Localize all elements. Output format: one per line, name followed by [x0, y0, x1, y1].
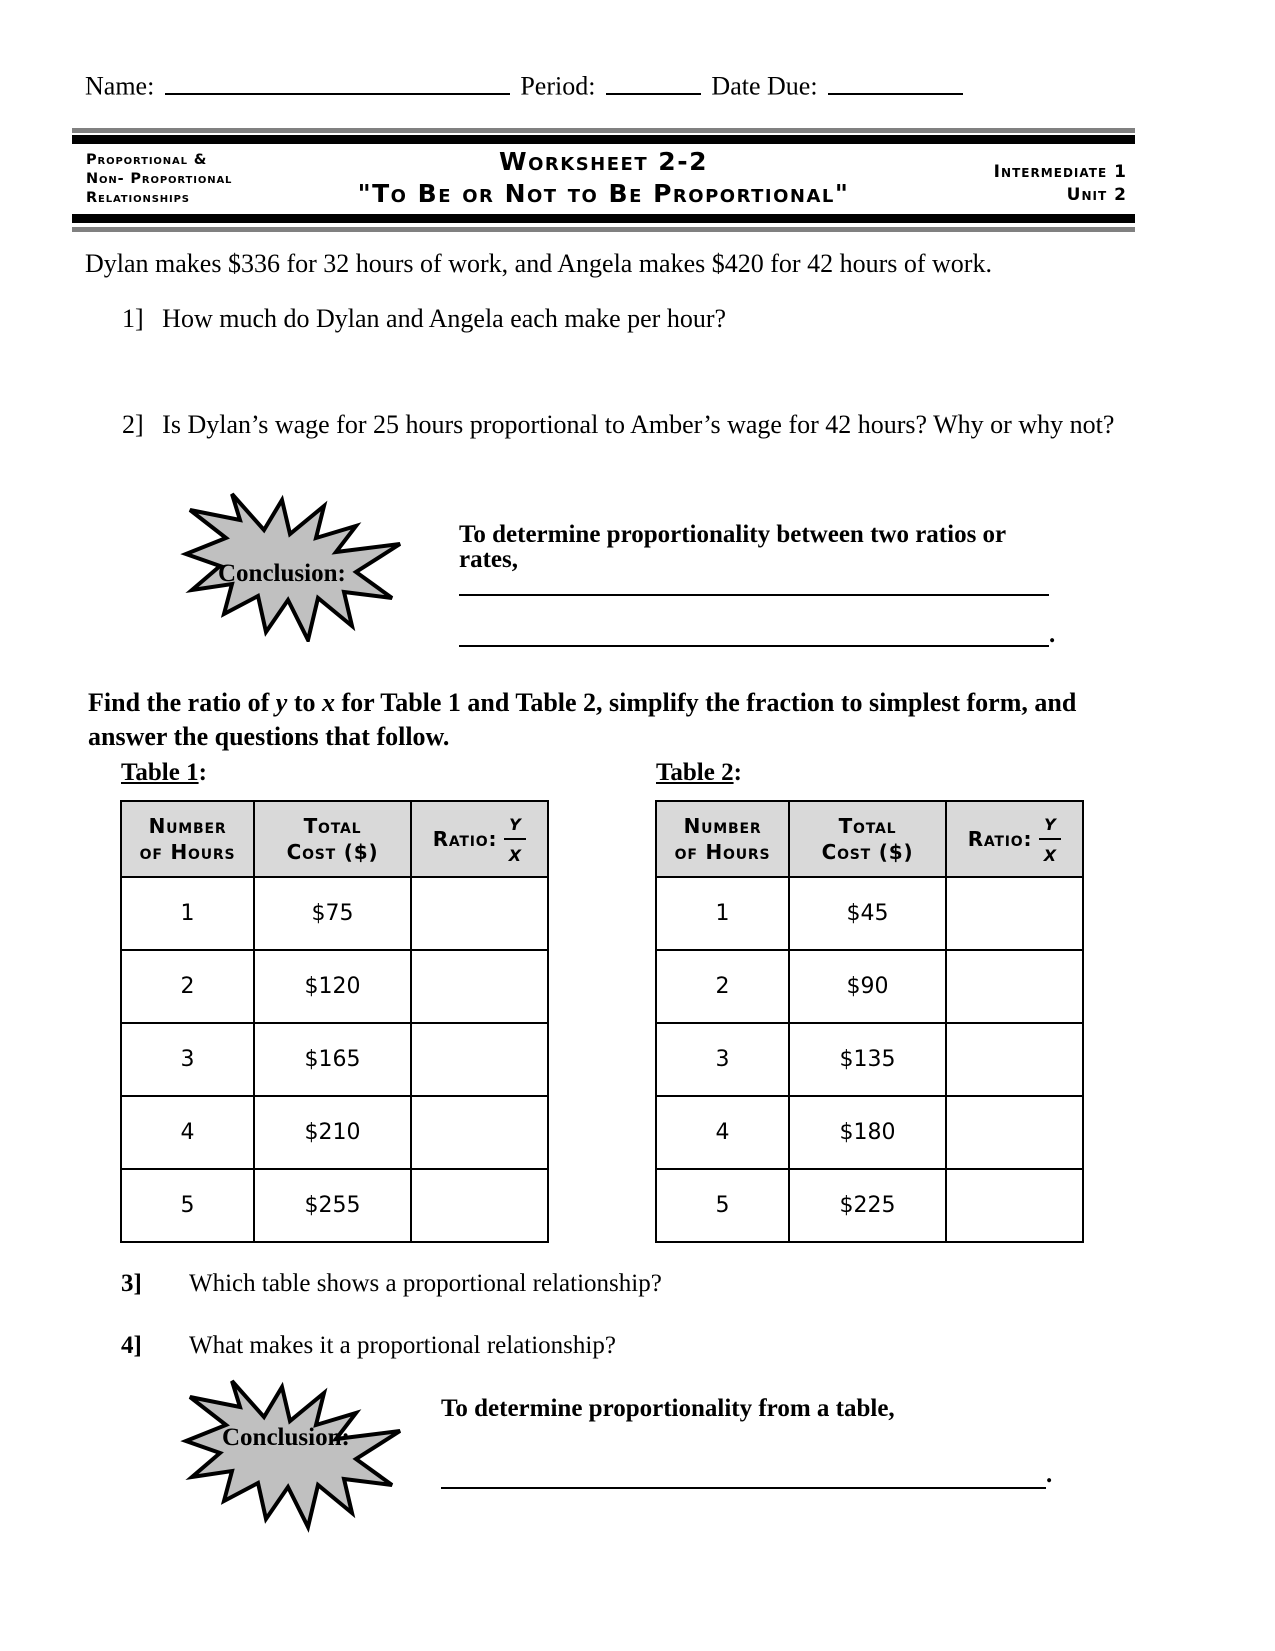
question-4 — [121, 1332, 616, 1360]
starburst-shape-icon — [178, 1374, 408, 1534]
table-1-r2-hours: 3 — [121, 1023, 254, 1096]
table-2-header-ratio-label: Ratio: — [967, 827, 1033, 851]
table-2-r0-ratio[interactable] — [946, 877, 1083, 950]
worksheet-banner — [72, 128, 1135, 232]
banner-top-thick-rule — [72, 135, 1135, 144]
table-1-r0-hours: 1 — [121, 877, 254, 950]
worksheet-number: Worksheet 2-2 — [499, 147, 708, 176]
name-label: Name: — [85, 71, 155, 101]
table-1-r2-ratio[interactable] — [411, 1023, 548, 1096]
table-2-r2-ratio[interactable] — [946, 1023, 1083, 1096]
period-input-line[interactable] — [606, 68, 701, 95]
table-2-header-ratio-denominator: x — [1043, 841, 1057, 867]
find-ratio-y: y — [275, 688, 288, 717]
question-2-number: 2] — [122, 410, 144, 439]
banner-bottom-thick-rule — [72, 214, 1135, 223]
banner-top-thin-rule — [72, 128, 1135, 133]
table-2-r0-cost: $45 — [789, 877, 946, 950]
name-input-line[interactable] — [165, 68, 510, 95]
banner-unit: Unit 2 — [1066, 185, 1127, 205]
table-2-caption — [656, 759, 742, 787]
table-1-caption-colon: : — [198, 759, 207, 786]
find-ratio-post: for Table 1 and Table 2, simplify the fraction to simplest form, and answer the questions that follow. — [88, 688, 1077, 751]
question-2 — [122, 409, 1114, 442]
table-1-caption-text: Table 1 — [121, 759, 199, 786]
table-1-header-cost — [254, 801, 411, 877]
conclusion-1-starburst — [178, 492, 408, 642]
table-1-r0-cost: $75 — [254, 877, 411, 950]
table-2-r1-ratio[interactable] — [946, 950, 1083, 1023]
table-2-r4-ratio[interactable] — [946, 1169, 1083, 1242]
table-row — [121, 950, 548, 1023]
worksheet-title: "To Be or Not to Be Proportional" — [357, 179, 850, 208]
banner-course-level: Intermediate 1 — [993, 162, 1127, 182]
table-1 — [120, 800, 549, 1243]
table-2-header-cost-line2: Cost ($) — [821, 840, 914, 864]
table-2-r2-cost: $135 — [789, 1023, 946, 1096]
table-1-r1-cost: $120 — [254, 950, 411, 1023]
table-2-header-ratio — [946, 801, 1083, 877]
banner-topic-line2: Non- Proportional — [86, 171, 233, 187]
table-2-header-cost-line1: Total — [838, 814, 897, 838]
table-2-header-cost — [789, 801, 946, 877]
table-1-header-hours-line2: of Hours — [139, 840, 236, 864]
banner-topic-line1: Proportional & — [86, 152, 208, 168]
table-row — [121, 877, 548, 950]
table-2 — [655, 800, 1084, 1243]
table-1-header-cost-line2: Cost ($) — [286, 840, 379, 864]
find-ratio-mid: to — [287, 688, 322, 717]
table-2-r1-hours: 2 — [656, 950, 789, 1023]
banner-bottom-thin-rule — [72, 227, 1135, 232]
table-2-header-hours-line1: Number — [683, 814, 762, 838]
table-row — [656, 950, 1083, 1023]
table-1-r3-cost: $210 — [254, 1096, 411, 1169]
conclusion-2-answer-line[interactable] — [441, 1487, 1046, 1489]
table-1-r1-ratio[interactable] — [411, 950, 548, 1023]
question-3 — [121, 1270, 662, 1298]
table-1-header-ratio-numerator: y — [509, 810, 522, 836]
table-1-header-ratio-fraction — [504, 812, 526, 866]
period-label: Period: — [520, 71, 596, 101]
table-1-r3-ratio[interactable] — [411, 1096, 548, 1169]
table-1-header-hours-line1: Number — [148, 814, 227, 838]
table-1-caption — [121, 759, 207, 787]
table-2-r3-cost: $180 — [789, 1096, 946, 1169]
banner-title-block — [72, 146, 1135, 210]
table-row — [121, 1023, 548, 1096]
question-1-text: How much do Dylan and Angela each make per hour? — [162, 304, 727, 333]
date-due-input-line[interactable] — [828, 68, 963, 95]
table-2-r2-hours: 3 — [656, 1023, 789, 1096]
find-ratio-instruction — [88, 686, 1118, 754]
table-2-r3-ratio[interactable] — [946, 1096, 1083, 1169]
question-1 — [122, 303, 726, 336]
table-2-r3-hours: 4 — [656, 1096, 789, 1169]
table-1-header-hours — [121, 801, 254, 877]
table-2-r1-cost: $90 — [789, 950, 946, 1023]
table-2-header-ratio-fraction — [1039, 812, 1061, 866]
table-1-r0-ratio[interactable] — [411, 877, 548, 950]
table-2-r4-cost: $225 — [789, 1169, 946, 1242]
conclusion-2-label: Conclusion: — [222, 1424, 350, 1451]
table-row — [121, 1169, 548, 1242]
table-2-header-ratio-numerator: y — [1044, 810, 1057, 836]
table-1-header-ratio — [411, 801, 548, 877]
table-1-header-cost-line1: Total — [303, 814, 362, 838]
find-ratio-pre: Find the ratio of — [88, 688, 276, 717]
conclusion-2-prompt: To determine proportionality from a table, — [441, 1395, 895, 1422]
question-4-number: 4] — [121, 1332, 142, 1359]
table-row — [656, 1169, 1083, 1242]
table-2-r4-hours: 5 — [656, 1169, 789, 1242]
table-1-header-row — [121, 801, 548, 877]
intro-paragraph: Dylan makes $336 for 32 hours of work, and Angela makes $420 for 42 hours of work. — [85, 249, 992, 278]
fraction-bar — [504, 838, 526, 840]
table-1-header-ratio-label: Ratio: — [432, 827, 498, 851]
table-row — [656, 1096, 1083, 1169]
table-row — [656, 1023, 1083, 1096]
table-1-r4-ratio[interactable] — [411, 1169, 548, 1242]
banner-course-block — [994, 161, 1127, 207]
table-row — [121, 1096, 548, 1169]
conclusion-1-label: Conclusion: — [218, 560, 346, 587]
table-1-header-ratio-denominator: x — [508, 841, 522, 867]
table-2-r0-hours: 1 — [656, 877, 789, 950]
table-1-r4-hours: 5 — [121, 1169, 254, 1242]
conclusion-1-prompt: To determine proportionality between two ratios or rates, — [459, 521, 1006, 573]
conclusion-2-prompt-block — [441, 1395, 1081, 1489]
conclusion-2-starburst — [178, 1374, 408, 1534]
question-3-text: Which table shows a proportional relationship? — [189, 1270, 662, 1297]
question-2-text: Is Dylan’s wage for 25 hours proportional to Amber’s wage for 42 hours? Why or why not? — [162, 410, 1115, 439]
table-1-r1-hours: 2 — [121, 950, 254, 1023]
conclusion-1-period: . — [1049, 621, 1056, 648]
banner-topic-line3: Relationships — [86, 190, 190, 206]
table-2-caption-text: Table 2 — [656, 759, 734, 786]
conclusion-1-answer-line-2[interactable] — [459, 645, 1049, 647]
table-1-r4-cost: $255 — [254, 1169, 411, 1242]
table-2-header-hours — [656, 801, 789, 877]
table-1-r3-hours: 4 — [121, 1096, 254, 1169]
table-2-header-row — [656, 801, 1083, 877]
question-4-text: What makes it a proportional relationship? — [189, 1332, 616, 1359]
table-row — [656, 877, 1083, 950]
table-2-caption-colon: : — [733, 759, 742, 786]
conclusion-1-prompt-block — [459, 522, 1069, 647]
student-info-row — [85, 68, 967, 102]
table-1-r2-cost: $165 — [254, 1023, 411, 1096]
date-due-label: Date Due: — [711, 71, 818, 101]
question-3-number: 3] — [121, 1270, 142, 1297]
table-2-header-hours-line2: of Hours — [674, 840, 771, 864]
conclusion-2-period: . — [1046, 1461, 1053, 1488]
find-ratio-x: x — [321, 688, 335, 717]
fraction-bar — [1039, 838, 1061, 840]
question-1-number: 1] — [122, 304, 144, 333]
